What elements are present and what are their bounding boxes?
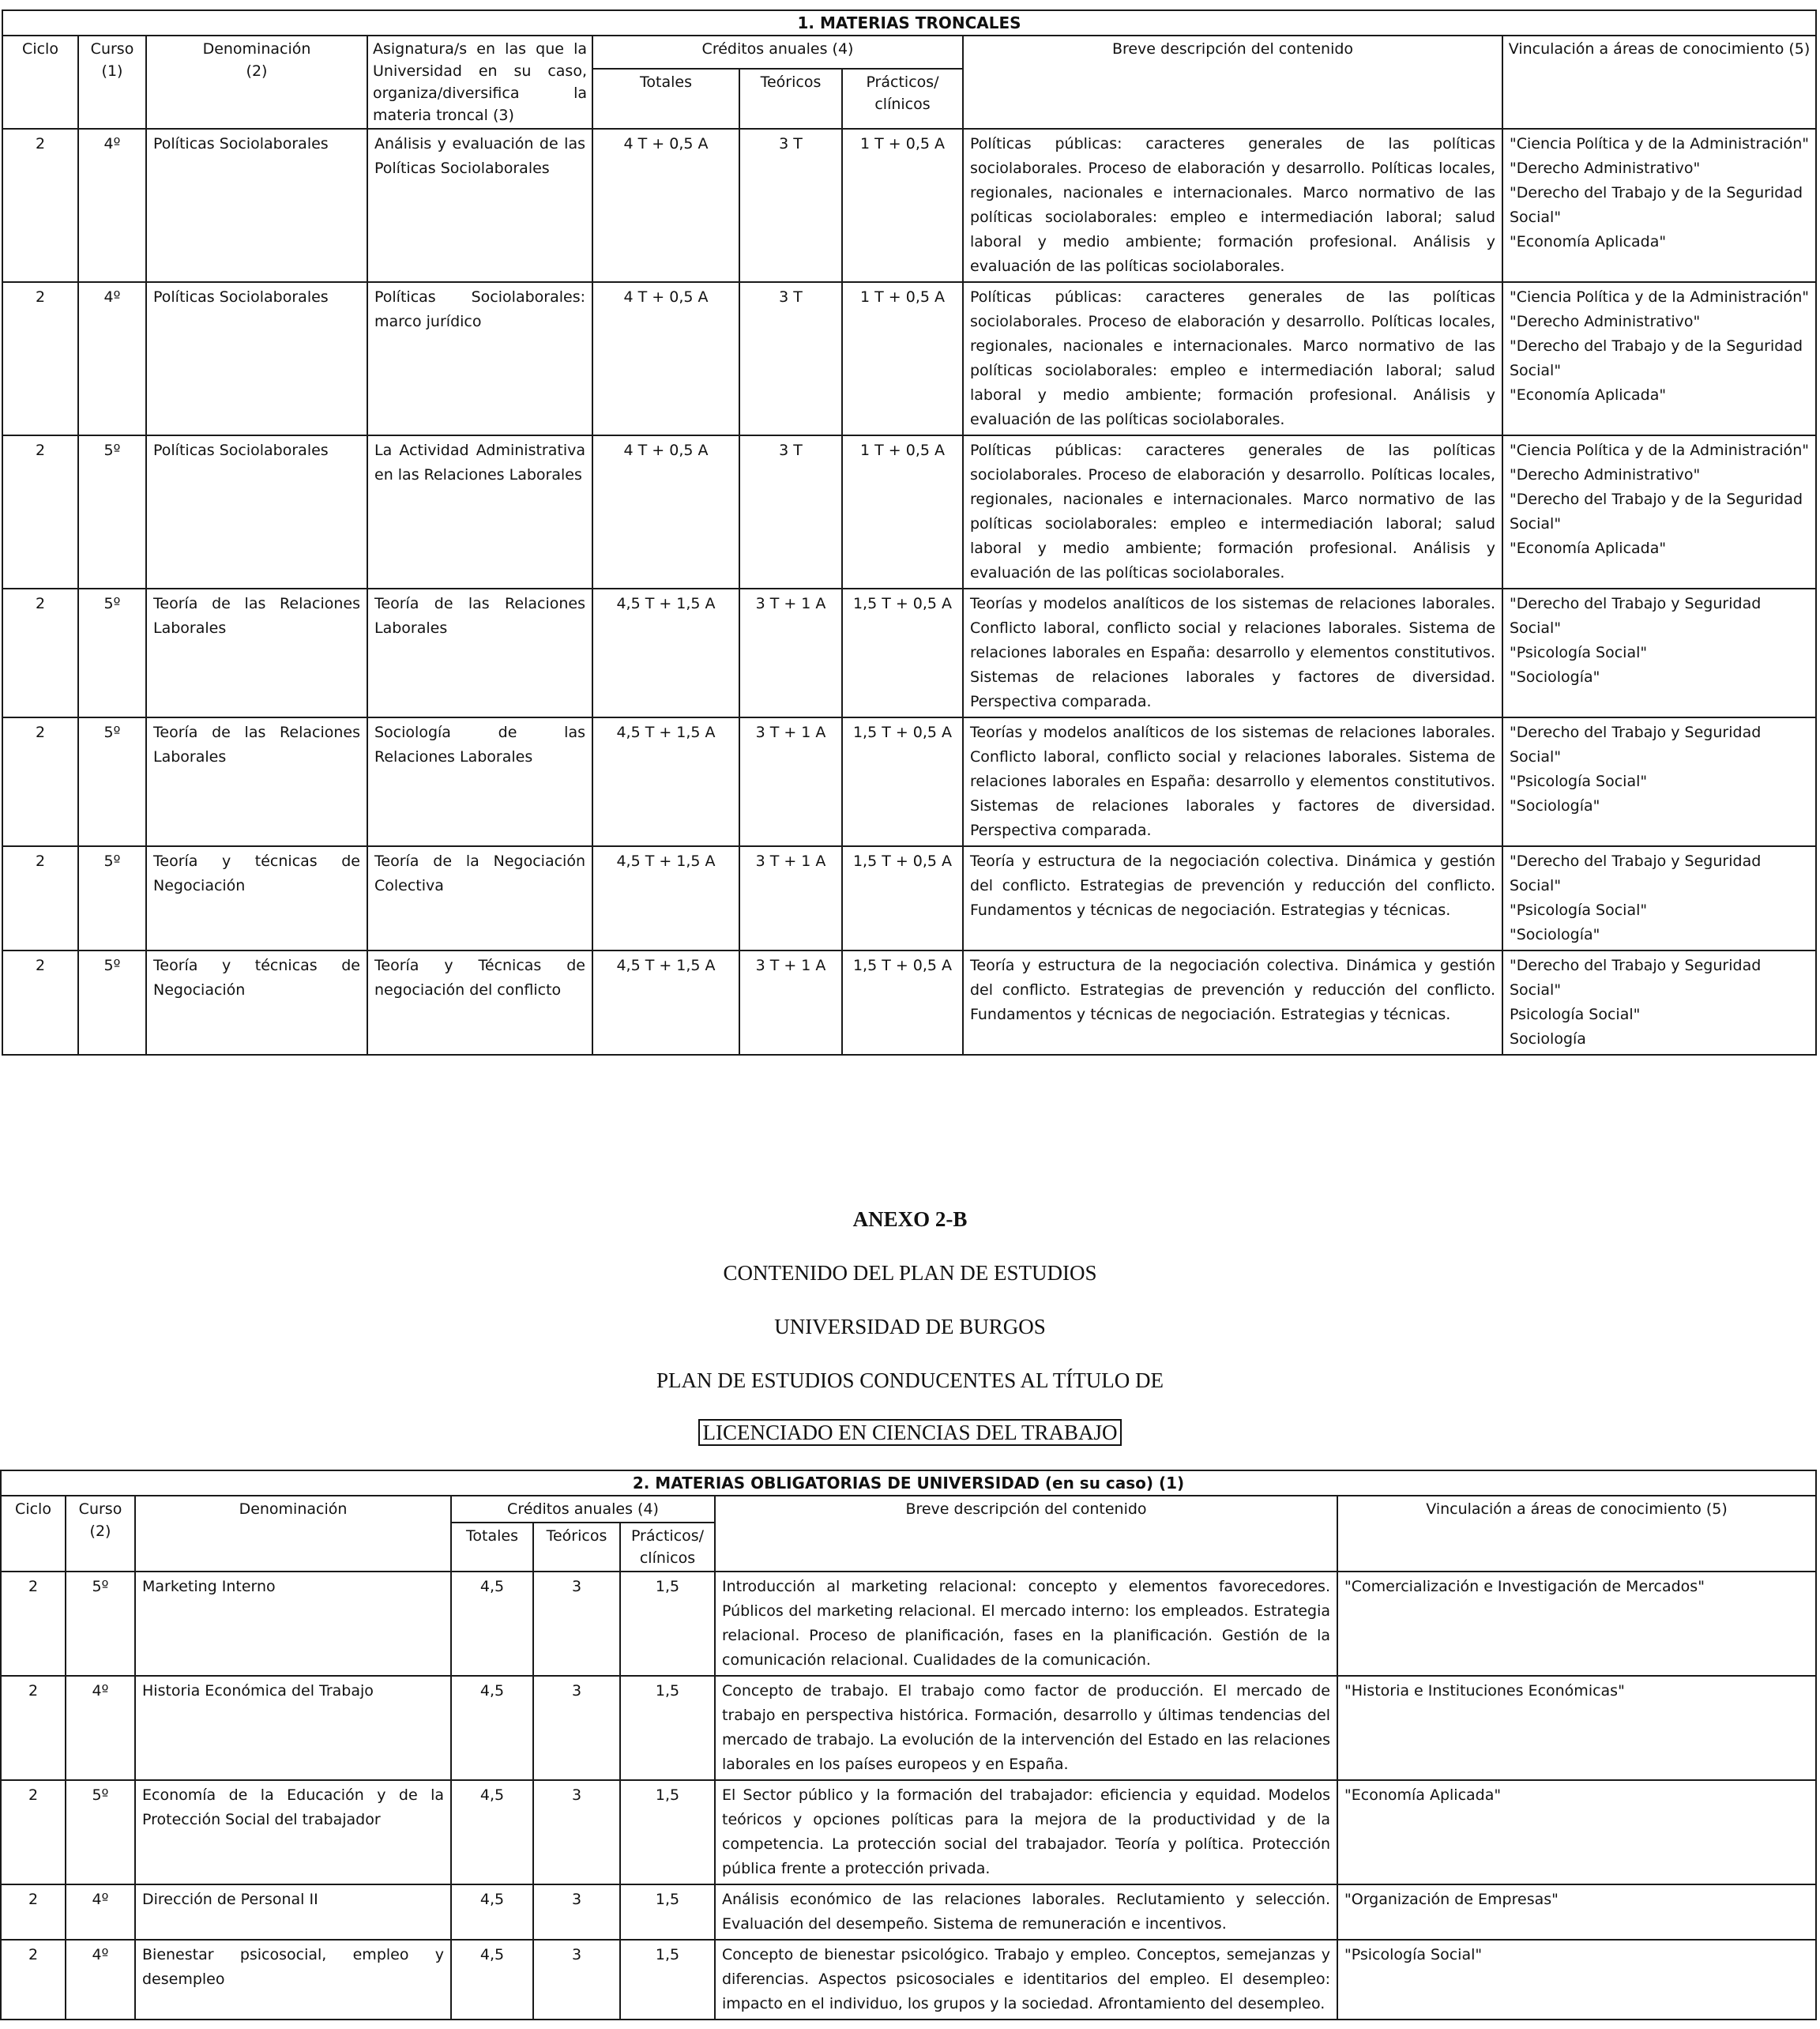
descripcion-cell: Políticas públicas: caracteres generales de las políticas sociolaborales. Proceso de elaboración y desarrollo. Políticas locales, regionales, nacionales e internacionales. Marco normativo de las políticas sociolaborales: empleo e intermediación laboral; salud laboral y medio ambiente; formación profesional. Análisis y evaluación de las políticas sociolaborales.: [963, 129, 1502, 282]
practicos-cell: 1 T + 0,5 A: [842, 435, 963, 589]
table-row: [2, 282, 1816, 435]
totales-cell: 4,5: [451, 1884, 533, 1940]
col-practicos: Prácticos/ clínicos: [842, 69, 963, 129]
table-row: [2, 129, 1816, 282]
totales-cell: 4,5: [451, 1780, 533, 1884]
asignatura-cell: Análisis y evaluación de las Políticas Sociolaborales: [367, 129, 592, 282]
curso-cell: 5º: [78, 435, 146, 589]
content-heading: CONTENIDO DEL PLAN DE ESTUDIOS: [723, 1261, 1097, 1285]
totales-cell: 4 T + 0,5 A: [592, 282, 739, 435]
table-row: [1, 1676, 1816, 1780]
practicos-cell: 1,5 T + 0,5 A: [842, 717, 963, 846]
descripcion-cell: Análisis económico de las relaciones laborales. Reclutamiento y selección. Evaluación del desempeño. Sistema de remuneración e incentivos.: [715, 1884, 1337, 1940]
totales-cell: 4,5: [451, 1676, 533, 1780]
practicos-cell: 1 T + 0,5 A: [842, 282, 963, 435]
denominacion-cell: Políticas Sociolaborales: [146, 282, 367, 435]
degree-heading: [0, 1421, 1820, 1445]
denominacion-cell: Políticas Sociolaborales: [146, 435, 367, 589]
descripcion-cell: Concepto de trabajo. El trabajo como factor de producción. El mercado de trabajo en perspectiva histórica. Formación, desarrollo y últimas tendencias del mercado de trabajo. La evolución de la intervención del Estado en las relaciones laborales en los países europeos y en España.: [715, 1676, 1337, 1780]
table-row: [1, 1572, 1816, 1676]
ciclo-cell: 2: [2, 589, 78, 717]
totales-cell: 4,5: [451, 1572, 533, 1676]
totales-cell: 4,5 T + 1,5 A: [592, 717, 739, 846]
vinculacion-cell: "Derecho del Trabajo y Seguridad Social" Psicología Social" Sociología: [1502, 951, 1816, 1055]
practicos-cell: 1,5: [620, 1884, 715, 1940]
teoricos-cell: 3: [533, 1572, 620, 1676]
table-row: [2, 717, 1816, 846]
totales-cell: 4 T + 0,5 A: [592, 129, 739, 282]
col-denominacion: Denominación (2): [146, 36, 367, 129]
denominacion-cell: Teoría de las Relaciones Laborales: [146, 717, 367, 846]
annex-heading: ANEXO 2-B: [852, 1207, 968, 1231]
university-heading: UNIVERSIDAD DE BURGOS: [774, 1315, 1046, 1338]
vinculacion-cell: "Psicología Social": [1337, 1940, 1816, 2020]
asignatura-cell: La Actividad Administrativa en las Relaciones Laborales: [367, 435, 592, 589]
teoricos-cell: 3: [533, 1884, 620, 1940]
descripcion-cell: Teorías y modelos analíticos de los sistemas de relaciones laborales. Conflicto laboral, conflicto social y relaciones laborales. Sistema de relaciones laborales en España: desarrollo y elementos constitutivos. Sistemas de relaciones laborales y factores de diversidad. Perspectiva comparada.: [963, 589, 1502, 717]
vinculacion-cell: "Ciencia Política y de la Administración" "Derecho Administrativo" "Derecho del Trabajo y de la Seguridad Social" "Economía Aplicada": [1502, 129, 1816, 282]
col-creditos: Créditos anuales (4): [592, 36, 963, 69]
teoricos-cell: 3 T: [739, 435, 842, 589]
table-row: [2, 589, 1816, 717]
vinculacion-cell: "Organización de Empresas": [1337, 1884, 1816, 1940]
col-totales: Totales: [451, 1523, 533, 1572]
practicos-cell: 1,5: [620, 1780, 715, 1884]
col-creditos: Créditos anuales (4): [451, 1496, 715, 1523]
col-vinculacion: Vinculación a áreas de conocimiento (5): [1502, 36, 1816, 129]
descripcion-cell: Teoría y estructura de la negociación colectiva. Dinámica y gestión del conflicto. Estrategias de prevención y reducción del conflicto. Fundamentos y técnicas de negociación. Estrategias y técnicas.: [963, 951, 1502, 1055]
curso-cell: 5º: [78, 846, 146, 951]
asignatura-cell: Teoría de la Negociación Colectiva: [367, 846, 592, 951]
teoricos-cell: 3: [533, 1940, 620, 2020]
totales-cell: 4,5 T + 1,5 A: [592, 589, 739, 717]
teoricos-cell: 3 T: [739, 129, 842, 282]
table-row: [2, 435, 1816, 589]
curso-cell: 5º: [66, 1572, 135, 1676]
descripcion-cell: Teoría y estructura de la negociación colectiva. Dinámica y gestión del conflicto. Estrategias de prevención y reducción del conflicto. Fundamentos y técnicas de negociación. Estrategias y técnicas.: [963, 846, 1502, 951]
teoricos-cell: 3: [533, 1780, 620, 1884]
curso-cell: 4º: [66, 1940, 135, 2020]
ciclo-cell: 2: [2, 846, 78, 951]
teoricos-cell: 3 T: [739, 282, 842, 435]
materias-obligatorias-table: [0, 1470, 1817, 2020]
ciclo-cell: 2: [1, 1884, 66, 1940]
materias-troncales-table: [2, 9, 1817, 1056]
table1-title: 1. MATERIAS TRONCALES: [2, 10, 1816, 36]
teoricos-cell: 3 T + 1 A: [739, 717, 842, 846]
vinculacion-cell: "Ciencia Política y de la Administración" "Derecho Administrativo" "Derecho del Trabajo y de la Seguridad Social" "Economía Aplicada": [1502, 435, 1816, 589]
col-descripcion: Breve descripción del contenido: [963, 36, 1502, 129]
practicos-cell: 1,5 T + 0,5 A: [842, 846, 963, 951]
asignatura-cell: Políticas Sociolaborales: marco jurídico: [367, 282, 592, 435]
col-denominacion: Denominación: [135, 1496, 451, 1572]
curso-cell: 4º: [78, 129, 146, 282]
denominacion-cell: Teoría y técnicas de Negociación: [146, 846, 367, 951]
col-curso: Curso (2): [66, 1496, 135, 1572]
table-row: [2, 846, 1816, 951]
ciclo-cell: 2: [2, 951, 78, 1055]
descripcion-cell: El Sector público y la formación del trabajador: eficiencia y equidad. Modelos teóricos y opciones políticas para la mejora de la productividad y de la competencia. La protección social del trabajador. Teoría y política. Protección pública frente a protección privada.: [715, 1780, 1337, 1884]
col-curso: Curso (1): [78, 36, 146, 129]
curso-cell: 5º: [66, 1780, 135, 1884]
totales-cell: 4,5: [451, 1940, 533, 2020]
descripcion-cell: Teorías y modelos analíticos de los sistemas de relaciones laborales. Conflicto laboral, conflicto social y relaciones laborales. Sistema de relaciones laborales en España: desarrollo y elementos constitutivos. Sistemas de relaciones laborales y factores de diversidad. Perspectiva comparada.: [963, 717, 1502, 846]
practicos-cell: 1,5 T + 0,5 A: [842, 951, 963, 1055]
vinculacion-cell: "Economía Aplicada": [1337, 1780, 1816, 1884]
practicos-cell: 1,5: [620, 1676, 715, 1780]
col-asignaturas: Asignatura/s en las que la Universidad en su caso, organiza/diversifica la materia troncal (3): [367, 36, 592, 129]
teoricos-cell: 3 T + 1 A: [739, 589, 842, 717]
ciclo-cell: 2: [2, 129, 78, 282]
vinculacion-cell: "Comercialización e Investigación de Mercados": [1337, 1572, 1816, 1676]
ciclo-cell: 2: [2, 282, 78, 435]
asignatura-cell: Teoría y Técnicas de negociación del conflicto: [367, 951, 592, 1055]
curso-cell: 4º: [66, 1884, 135, 1940]
practicos-cell: 1,5: [620, 1940, 715, 2020]
ciclo-cell: 2: [2, 717, 78, 846]
asignatura-cell: Teoría de las Relaciones Laborales: [367, 589, 592, 717]
col-descripcion: Breve descripción del contenido: [715, 1496, 1337, 1572]
curso-cell: 5º: [78, 717, 146, 846]
table-row: [2, 951, 1816, 1055]
col-ciclo: Ciclo: [2, 36, 78, 129]
curso-cell: 4º: [66, 1676, 135, 1780]
teoricos-cell: 3: [533, 1676, 620, 1780]
descripcion-cell: Políticas públicas: caracteres generales de las políticas sociolaborales. Proceso de elaboración y desarrollo. Políticas locales, regionales, nacionales e internacionales. Marco normativo de las políticas sociolaborales: empleo e intermediación laboral; salud laboral y medio ambiente; formación profesional. Análisis y evaluación de las políticas sociolaborales.: [963, 435, 1502, 589]
table-row: [1, 1780, 1816, 1884]
degree-title: LICENCIADO EN CIENCIAS DEL TRABAJO: [698, 1419, 1122, 1446]
denominacion-cell: Políticas Sociolaborales: [146, 129, 367, 282]
teoricos-cell: 3 T + 1 A: [739, 951, 842, 1055]
vinculacion-cell: "Derecho del Trabajo y Seguridad Social" "Psicología Social" "Sociología": [1502, 589, 1816, 717]
denominacion-cell: Teoría de las Relaciones Laborales: [146, 589, 367, 717]
col-vinculacion: Vinculación a áreas de conocimiento (5): [1337, 1496, 1816, 1572]
curso-cell: 5º: [78, 951, 146, 1055]
ciclo-cell: 2: [1, 1676, 66, 1780]
col-teoricos: Teóricos: [533, 1523, 620, 1572]
teoricos-cell: 3 T + 1 A: [739, 846, 842, 951]
vinculacion-cell: "Derecho del Trabajo y Seguridad Social" "Psicología Social" "Sociología": [1502, 846, 1816, 951]
vinculacion-cell: "Derecho del Trabajo y Seguridad Social" "Psicología Social" "Sociología": [1502, 717, 1816, 846]
asignatura-cell: Sociología de las Relaciones Laborales: [367, 717, 592, 846]
descripcion-cell: Políticas públicas: caracteres generales de las políticas sociolaborales. Proceso de elaboración y desarrollo. Políticas locales, regionales, nacionales e internacionales. Marco normativo de las políticas sociolaborales: empleo e intermediación laboral; salud laboral y medio ambiente; formación profesional. Análisis y evaluación de las políticas sociolaborales.: [963, 282, 1502, 435]
practicos-cell: 1,5: [620, 1572, 715, 1676]
descripcion-cell: Introducción al marketing relacional: concepto y elementos favorecedores. Públicos del marketing relacional. El mercado interno: los empleados. Estrategia relacional. Proceso de planificación, fases en la planificación. Gestión de la comunicación relacional. Cualidades de la comunicación.: [715, 1572, 1337, 1676]
descripcion-cell: Concepto de bienestar psicológico. Trabajo y empleo. Conceptos, semejanzas y diferencias. Aspectos psicosociales e identitarios del empleo. El desempleo: impacto en el individuo, los grupos y la sociedad. Afrontamiento del desempleo.: [715, 1940, 1337, 2020]
ciclo-cell: 2: [2, 435, 78, 589]
totales-cell: 4,5 T + 1,5 A: [592, 846, 739, 951]
denominacion-cell: Dirección de Personal II: [135, 1884, 451, 1940]
denominacion-cell: Teoría y técnicas de Negociación: [146, 951, 367, 1055]
denominacion-cell: Economía de la Educación y de la Protección Social del trabajador: [135, 1780, 451, 1884]
denominacion-cell: Marketing Interno: [135, 1572, 451, 1676]
practicos-cell: 1,5 T + 0,5 A: [842, 589, 963, 717]
practicos-cell: 1 T + 0,5 A: [842, 129, 963, 282]
ciclo-cell: 2: [1, 1572, 66, 1676]
plan-heading: PLAN DE ESTUDIOS CONDUCENTES AL TÍTULO DE: [656, 1368, 1164, 1392]
totales-cell: 4,5 T + 1,5 A: [592, 951, 739, 1055]
vinculacion-cell: "Historia e Instituciones Económicas": [1337, 1676, 1816, 1780]
col-practicos: Prácticos/ clínicos: [620, 1523, 715, 1572]
col-totales: Totales: [592, 69, 739, 129]
curso-cell: 5º: [78, 589, 146, 717]
col-teoricos: Teóricos: [739, 69, 842, 129]
vinculacion-cell: "Ciencia Política y de la Administración" "Derecho Administrativo" "Derecho del Trabajo y de la Seguridad Social" "Economía Aplicada": [1502, 282, 1816, 435]
curso-cell: 4º: [78, 282, 146, 435]
ciclo-cell: 2: [1, 1940, 66, 2020]
table2-title: 2. MATERIAS OBLIGATORIAS DE UNIVERSIDAD (en su caso) (1): [1, 1470, 1816, 1496]
col-ciclo: Ciclo: [1, 1496, 66, 1572]
table-row: [1, 1884, 1816, 1940]
ciclo-cell: 2: [1, 1780, 66, 1884]
denominacion-cell: Historia Económica del Trabajo: [135, 1676, 451, 1780]
table-row: [1, 1940, 1816, 2020]
denominacion-cell: Bienestar psicosocial, empleo y desempleo: [135, 1940, 451, 2020]
totales-cell: 4 T + 0,5 A: [592, 435, 739, 589]
